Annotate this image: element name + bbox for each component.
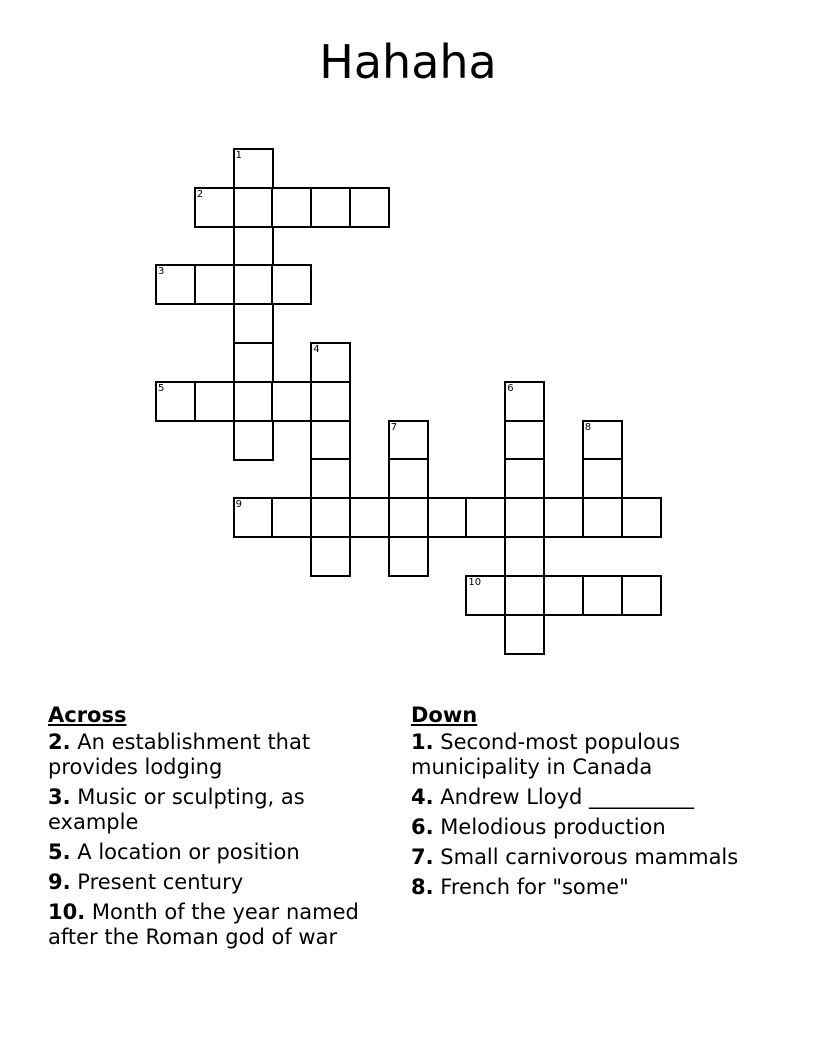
grid-cell[interactable] [233, 226, 274, 267]
down-clue [411, 875, 756, 900]
grid-cell[interactable] [388, 420, 429, 461]
clue-text: Andrew Lloyd __________ [440, 785, 695, 809]
grid-cell[interactable] [233, 148, 274, 189]
grid-cell[interactable] [465, 497, 506, 538]
grid-cell[interactable] [582, 575, 623, 616]
clue-text: French for "some" [440, 875, 629, 899]
clue-text: A location or position [77, 840, 300, 864]
clue-number: 4 [313, 344, 320, 355]
across-clues [48, 700, 393, 955]
clue-number: 6 [507, 382, 514, 394]
grid-cell[interactable] [388, 458, 429, 499]
grid-cell[interactable] [233, 264, 274, 305]
clue-num: 4. [411, 785, 434, 809]
clue-number: 10 [468, 576, 482, 588]
clue-number: 2 [196, 188, 204, 200]
grid-cell[interactable] [310, 420, 351, 461]
clue-text: Small carnivorous mammals [440, 845, 739, 869]
grid-cell[interactable] [504, 575, 545, 616]
down-clue [411, 785, 756, 810]
grid-cell[interactable] [388, 497, 429, 538]
grid-cell[interactable] [465, 575, 506, 616]
grid-cell[interactable] [155, 264, 196, 305]
grid-cell[interactable] [504, 614, 545, 655]
grid-cell[interactable] [582, 497, 623, 538]
clue-text: Second-most populous municipality in Canada [411, 730, 681, 779]
grid-cell[interactable] [271, 381, 312, 422]
clue-num: 7. [411, 845, 434, 869]
grid-cell[interactable] [543, 575, 584, 616]
clue-number: 7 [390, 421, 398, 433]
clue-number: 5 [158, 382, 165, 394]
grid-cell[interactable] [427, 497, 468, 538]
clue-num: 6. [411, 815, 434, 839]
across-clue [48, 900, 393, 950]
clue-num: 1. [411, 730, 434, 754]
grid-cell[interactable] [582, 458, 623, 499]
down-clue [411, 815, 756, 840]
grid-cell[interactable] [194, 264, 235, 305]
clue-number: 9 [235, 499, 242, 511]
grid-cell[interactable] [155, 381, 196, 422]
down-clues [411, 700, 756, 905]
down-clue [411, 730, 756, 780]
across-clue [48, 730, 393, 780]
grid-cell[interactable] [310, 342, 351, 383]
across-clue-list [48, 730, 393, 950]
grid-cell[interactable] [271, 264, 312, 305]
grid-cell[interactable] [233, 420, 274, 461]
grid-cell[interactable] [349, 497, 390, 538]
grid-cell[interactable] [310, 458, 351, 499]
grid-cell[interactable] [504, 381, 545, 422]
clue-num: 5. [48, 840, 71, 864]
clue-num: 3. [48, 785, 71, 809]
down-clue [411, 845, 756, 870]
down-heading: Down [411, 703, 478, 727]
grid-cell[interactable] [543, 497, 584, 538]
grid-cell[interactable] [233, 497, 274, 538]
grid-cell[interactable] [271, 497, 312, 538]
grid-cell[interactable] [582, 420, 623, 461]
grid-cell[interactable] [504, 420, 545, 461]
grid-cell[interactable] [504, 497, 545, 538]
down-clue-list [411, 730, 756, 900]
grid-cell[interactable] [310, 536, 351, 577]
grid-cell[interactable] [233, 303, 274, 344]
clue-number: 1 [235, 150, 242, 161]
clue-num: 2. [48, 730, 71, 754]
grid-cell[interactable] [388, 536, 429, 577]
grid-cell[interactable] [504, 536, 545, 577]
clue-text: Month of the year named after the Roman god of war [48, 900, 359, 949]
puzzle-title: Hahaha [319, 35, 497, 89]
clue-text: An establishment that provides lodging [48, 730, 311, 779]
clue-text: Melodious production [440, 815, 666, 839]
across-clue [48, 840, 393, 865]
across-heading: Across [48, 703, 127, 727]
clue-num: 10. [48, 900, 86, 924]
across-clue [48, 785, 393, 835]
grid-cell[interactable] [310, 187, 351, 228]
grid-cell[interactable] [233, 187, 274, 228]
clue-num: 9. [48, 870, 71, 894]
grid-cell[interactable] [310, 497, 351, 538]
grid-cell[interactable] [233, 381, 274, 422]
grid-cell[interactable] [233, 342, 274, 383]
grid-cell[interactable] [310, 381, 351, 422]
across-clue [48, 870, 393, 895]
clue-text: Present century [77, 870, 244, 894]
grid-cell[interactable] [194, 381, 235, 422]
clue-number: 8 [584, 421, 592, 433]
grid-cell[interactable] [349, 187, 390, 228]
clue-number: 3 [158, 266, 165, 278]
clue-num: 8. [411, 875, 434, 899]
grid-cell[interactable] [621, 497, 662, 538]
clue-text: Music or sculpting, as example [48, 785, 305, 834]
grid-cell[interactable] [194, 187, 235, 228]
grid-cell[interactable] [504, 458, 545, 499]
grid-cell[interactable] [621, 575, 662, 616]
grid-cell[interactable] [271, 187, 312, 228]
